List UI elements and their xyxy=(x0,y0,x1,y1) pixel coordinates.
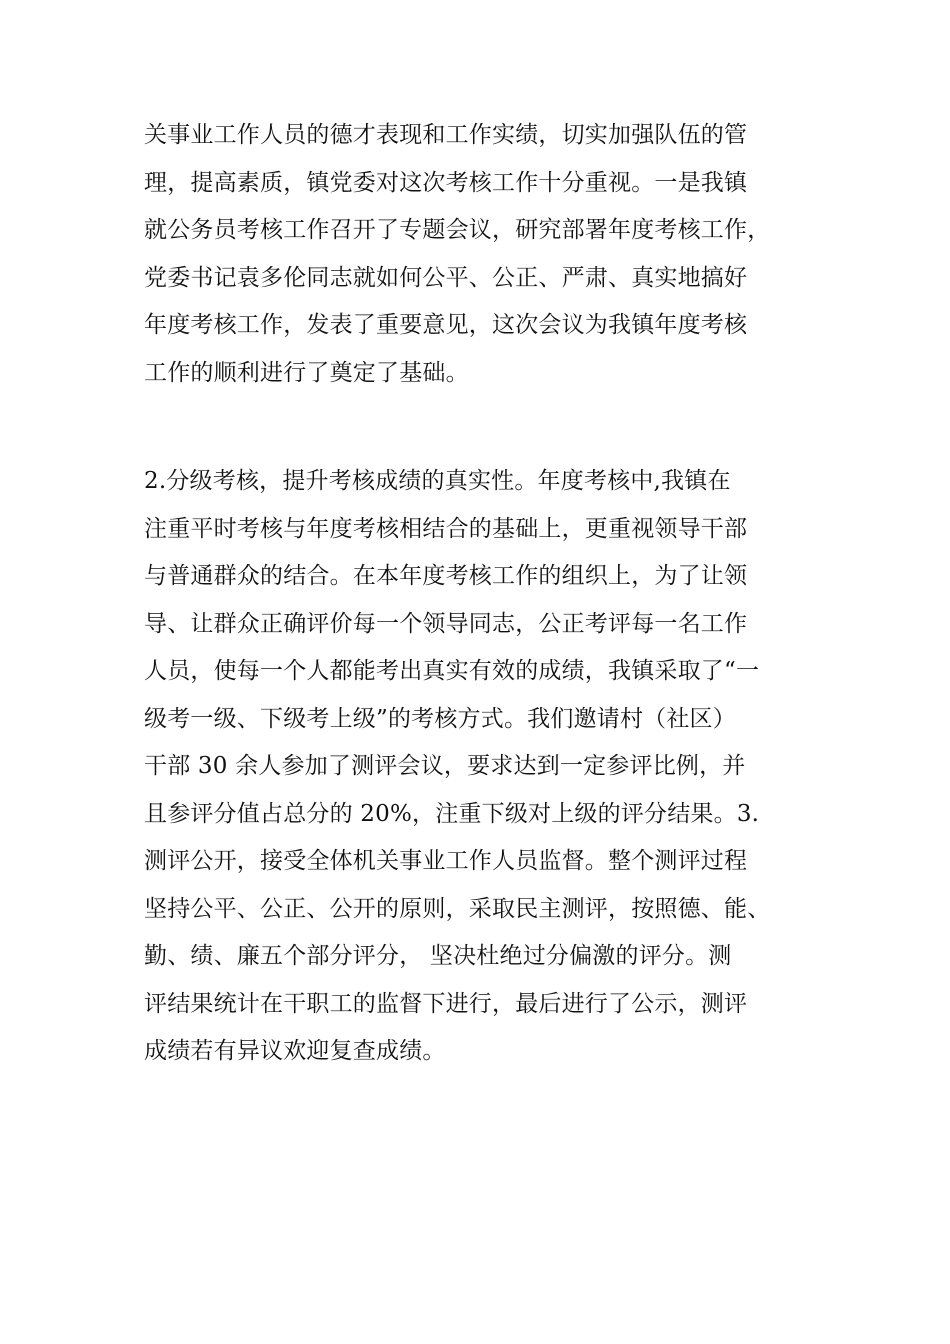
paragraph-line: 理，提高素质，镇党委对这次考核工作十分重视。一是我镇 xyxy=(144,169,748,196)
paragraph-line: 坚持公平、公正、公开的原则，采取民主测评，按照德、能、 xyxy=(144,895,771,922)
paragraph-line: 党委书记袁多伦同志就如何公平、公正、严肃、真实地搞好 xyxy=(144,264,748,291)
paragraph-line: 级考一级、下级考上级”的考核方式。我们邀请村（社区） xyxy=(144,705,736,732)
paragraph-line: 导、让群众正确评价每一个领导同志，公正考评每一名工作 xyxy=(144,610,748,637)
paragraph-line: 年度考核工作，发表了重要意见，这次会议为我镇年度考核 xyxy=(144,312,748,338)
paragraph-line: 工作的顺利进行了奠定了基础。 xyxy=(144,359,469,386)
paragraph-line: 且参评分值占总分的 20%，注重下级对上级的评分结果。3. xyxy=(144,800,760,827)
paragraph-line: 成绩若有异议欢迎复查成绩。 xyxy=(144,1038,446,1064)
paragraph-1 xyxy=(144,112,834,397)
paragraph-line: 与普通群众的结合。在本年度考核工作的组织上，为了让领 xyxy=(144,563,748,589)
paragraph-line: 测评公开，接受全体机关事业工作人员监督。整个测评过程 xyxy=(144,848,748,874)
paragraph-line: 就公务员考核工作召开了专题会议，研究部署年度考核工作， xyxy=(144,217,771,243)
paragraph-line: 关事业工作人员的德才表现和工作实绩，切实加强队伍的管 xyxy=(144,122,748,148)
paragraph-line: 评结果统计在干职工的监督下进行，最后进行了公示，测评 xyxy=(144,990,748,1017)
paragraph-line: 注重平时考核与年度考核相结合的基础上，更重视领导干部 xyxy=(144,515,748,542)
paragraph-line: 人员，使每一个人都能考出真实有效的成绩，我镇采取了“一 xyxy=(144,658,760,684)
paragraph-line: 干部 30 余人参加了测评会议，要求达到一定参评比例，并 xyxy=(144,753,746,779)
paragraph-line: 勤、绩、廉五个部分评分， 坚决杜绝过分偏激的评分。测 xyxy=(144,943,732,969)
paragraph-2 xyxy=(144,458,834,1076)
paragraph-line: 2.分级考核，提升考核成绩的真实性。年度考核中,我镇在 xyxy=(144,468,731,494)
